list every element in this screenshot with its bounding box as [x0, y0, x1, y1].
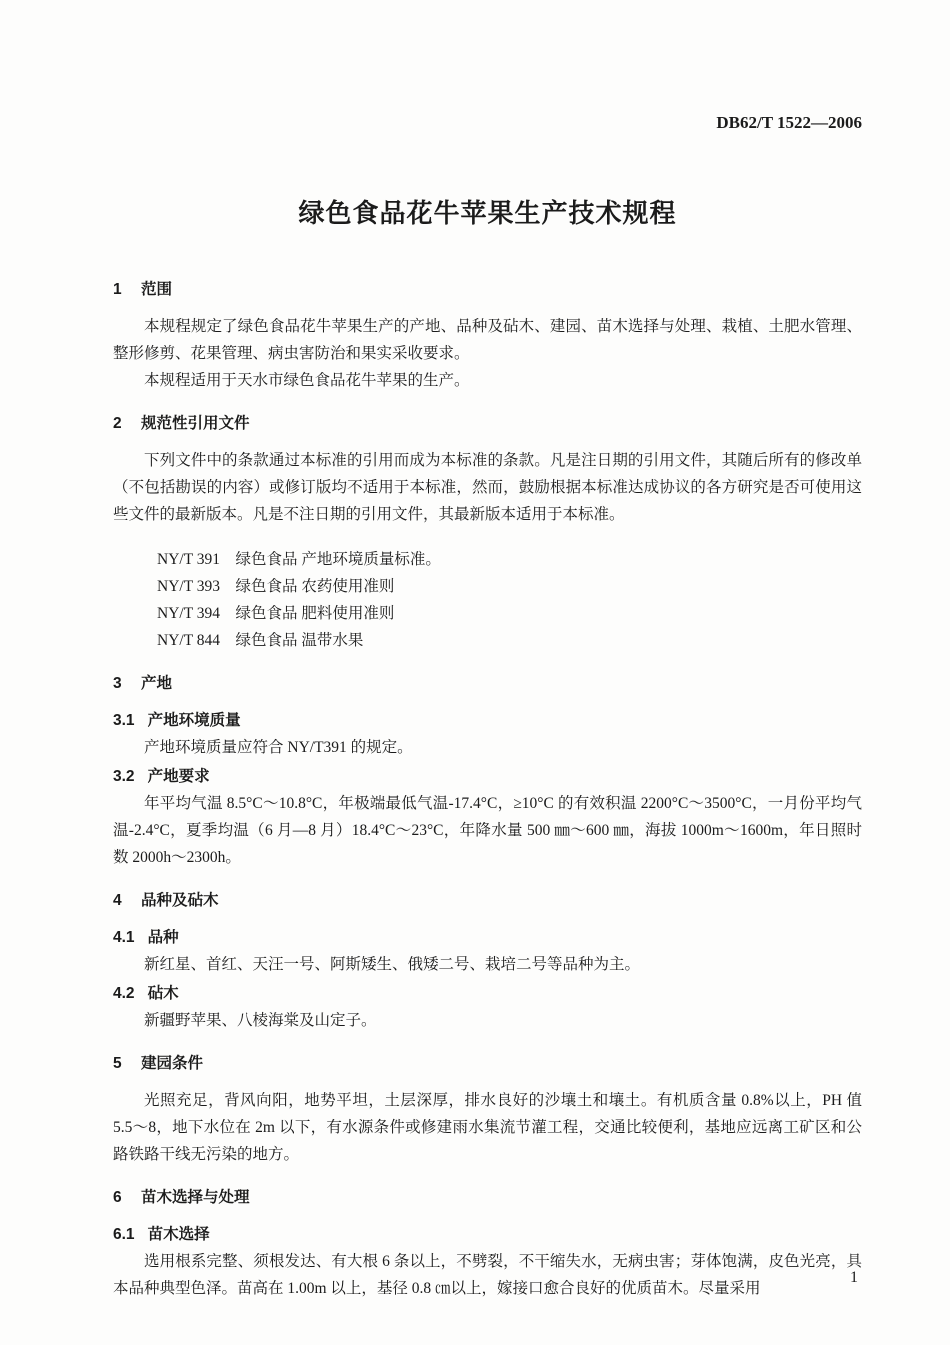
- page-number: 1: [850, 1269, 858, 1286]
- section-heading-4.1: [113, 924, 862, 951]
- heading-label: 砧木: [147, 985, 179, 1002]
- heading-number: 4: [113, 892, 122, 909]
- doc-number: DB62/T 1522—2006: [716, 113, 862, 132]
- reference-item: NY/T 844 绿色食品 温带水果: [157, 632, 364, 649]
- section-heading-3.1: [113, 707, 862, 734]
- heading-number: 4.1: [113, 929, 135, 946]
- paragraph: 新疆野苹果、八棱海棠及山定子。: [144, 1012, 377, 1029]
- reference-item: NY/T 394 绿色食品 肥料使用准则: [157, 605, 395, 622]
- heading-label: 品种: [147, 929, 179, 946]
- section-heading-1: [113, 276, 862, 303]
- section-heading-5: [113, 1050, 862, 1077]
- heading-label: 建园条件: [141, 1055, 204, 1072]
- heading-number: 1: [113, 281, 122, 298]
- section-heading-3: [113, 670, 862, 697]
- document-body: [113, 276, 862, 1302]
- heading-number: 3.2: [113, 768, 135, 785]
- section-heading-3.2: [113, 763, 862, 790]
- section-heading-4.2: [113, 980, 862, 1007]
- paragraph: 新红星、首红、天汪一号、阿斯矮生、俄矮二号、栽培二号等品种为主。: [144, 956, 641, 973]
- heading-label: 苗木选择: [147, 1226, 210, 1243]
- heading-label: 苗木选择与处理: [141, 1189, 250, 1206]
- heading-label: 产地环境质量: [147, 712, 241, 729]
- reference-item: NY/T 393 绿色食品 农药使用准则: [157, 578, 395, 595]
- reference-item: NY/T 391 绿色食品 产地环境质量标准。: [157, 551, 441, 568]
- heading-number: 6.1: [113, 1226, 135, 1243]
- section-heading-6: [113, 1184, 862, 1211]
- heading-label: 产地要求: [147, 768, 210, 785]
- paragraph: 本规程规定了绿色食品花牛苹果生产的产地、品种及砧木、建园、苗木选择与处理、栽植、土肥水管理、整形修剪、花果管理、病虫害防治和果实采收要求。: [113, 318, 862, 362]
- paragraph: 产地环境质量应符合 NY/T391 的规定。: [144, 739, 413, 756]
- paragraph: 本规程适用于天水市绿色食品花牛苹果的生产。: [144, 372, 470, 389]
- paragraph: 光照充足，背风向阳，地势平坦，土层深厚，排水良好的沙壤土和壤土。有机质含量 0.8%以上，PH 值 5.5～8，地下水位在 2m 以下，有水源条件或修建雨水集流节灌工程，交通比较便利，基地应远离工矿区和公路铁路干线无污染的地方。: [113, 1092, 862, 1163]
- paragraph: 年平均气温 8.5°C～10.8°C，年极端最低气温-17.4°C，≥10°C 的有效积温 2200°C～3500°C，一月份平均气温-2.4°C，夏季均温（6 月—8 月）18.4°C～23°C，年降水量 500 ㎜～600 ㎜，海拔 1000m～1600m，年日照时数 2000h～2300h。: [113, 795, 862, 866]
- page-title: 绿色食品花牛苹果生产技术规程: [298, 198, 677, 228]
- heading-number: 6: [113, 1189, 122, 1206]
- heading-number: 3: [113, 675, 122, 692]
- paragraph: 选用根系完整、须根发达、有大根 6 条以上，不劈裂，不干缩失水，无病虫害；芽体饱满，皮色光亮，具本品种典型色泽。苗高在 1.00m 以上，基径 0.8 ㎝以上，嫁接口愈合良好的优质苗木。尽量采用: [113, 1253, 862, 1297]
- heading-number: 4.2: [113, 985, 135, 1002]
- heading-label: 范围: [141, 281, 173, 298]
- heading-number: 3.1: [113, 712, 135, 729]
- heading-label: 产地: [141, 675, 173, 692]
- section-heading-4: [113, 887, 862, 914]
- paragraph: 下列文件中的条款通过本标准的引用而成为本标准的条款。凡是注日期的引用文件，其随后所有的修改单（不包括勘误的内容）或修订版均不适用于本标准，然而，鼓励根据本标准达成协议的各方研究是否可使用这些文件的最新版本。凡是不注日期的引用文件，其最新版本适用于本标准。: [113, 452, 862, 523]
- heading-label: 品种及砧木: [141, 892, 219, 909]
- heading-number: 2: [113, 415, 122, 432]
- heading-label: 规范性引用文件: [141, 415, 250, 432]
- section-heading-2: [113, 410, 862, 437]
- section-heading-6.1: [113, 1221, 862, 1248]
- heading-number: 5: [113, 1055, 122, 1072]
